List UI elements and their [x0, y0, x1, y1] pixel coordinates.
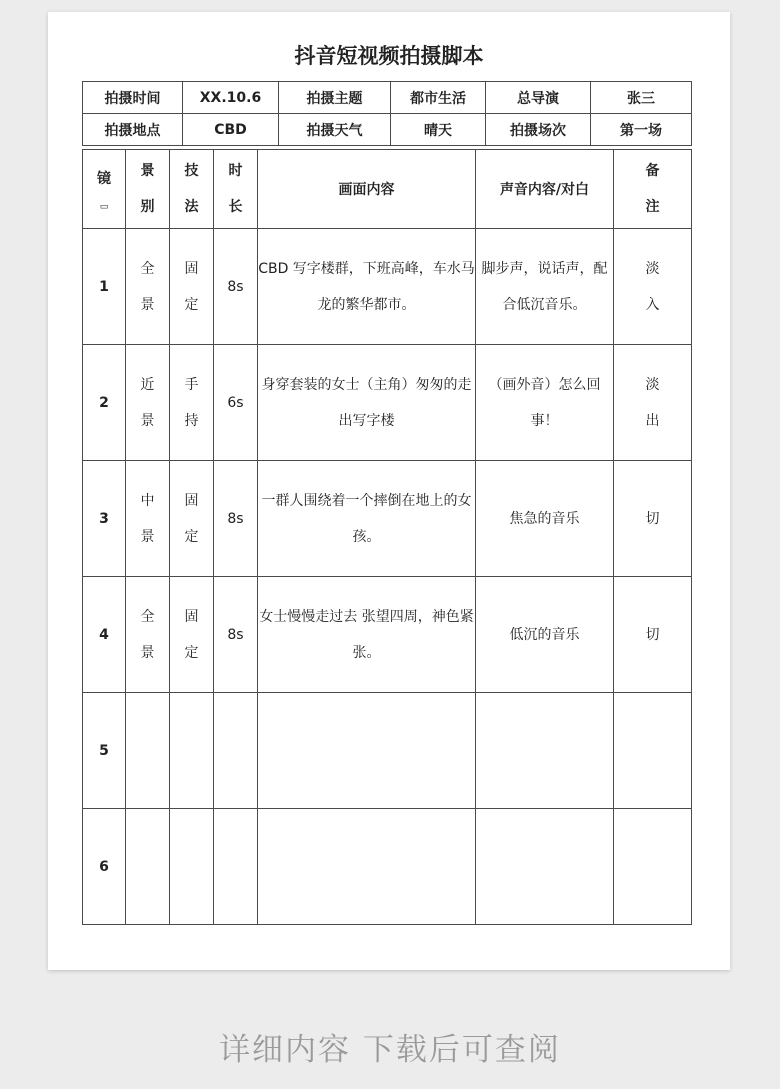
table-row	[83, 693, 692, 809]
shot-list-header	[83, 150, 692, 229]
shooting-scene-label: 拍摄场次	[486, 114, 591, 146]
document-title: 抖音短视频拍摄脚本	[294, 44, 484, 68]
audio-content: （画外音）怎么回事！	[476, 345, 614, 461]
shooting-location-value: CBD	[183, 114, 279, 146]
scene-content: CBD 写字楼群，下班高峰，车水马龙的繁华都市。	[258, 229, 476, 345]
table-row	[83, 229, 692, 345]
scene-content	[258, 693, 476, 809]
shot-type: 近 景	[126, 345, 170, 461]
shot-list-table	[82, 149, 692, 925]
header-duration: 时 长	[214, 150, 258, 229]
header-note: 备 注	[614, 150, 692, 229]
shot-type	[126, 693, 170, 809]
shot-duration: 8s	[214, 577, 258, 693]
director-label: 总导演	[486, 82, 591, 114]
info-row	[83, 82, 692, 114]
table-row	[83, 577, 692, 693]
header-audio-content: 声音内容/对白	[476, 150, 614, 229]
director-value: 张三	[591, 82, 692, 114]
shot-technique: 固 定	[170, 461, 214, 577]
shot-note: 淡 出	[614, 345, 692, 461]
shooting-weather-label: 拍摄天气	[279, 114, 391, 146]
shooting-time-value: XX.10.6	[183, 82, 279, 114]
shooting-info-table	[82, 81, 692, 146]
shot-technique: 固 定	[170, 229, 214, 345]
shot-type: 全 景	[126, 229, 170, 345]
shot-duration	[214, 809, 258, 925]
shot-technique: 手 持	[170, 345, 214, 461]
shot-note	[614, 693, 692, 809]
shot-technique	[170, 809, 214, 925]
shot-technique: 固 定	[170, 577, 214, 693]
shot-number: 5	[83, 693, 126, 809]
shot-note: 淡 入	[614, 229, 692, 345]
shooting-theme-label: 拍摄主题	[279, 82, 391, 114]
shot-number: 3	[83, 461, 126, 577]
shooting-weather-value: 晴天	[391, 114, 486, 146]
scene-content: 身穿套装的女士（主角）匆匆的走出写字楼	[258, 345, 476, 461]
table-row	[83, 809, 692, 925]
info-row	[83, 114, 692, 146]
shot-duration	[214, 693, 258, 809]
audio-content	[476, 693, 614, 809]
shot-note: 切	[614, 577, 692, 693]
audio-content: 低沉的音乐	[476, 577, 614, 693]
scene-content: 一群人围绕着一个摔倒在地上的女孩。	[258, 461, 476, 577]
shot-type: 全 景	[126, 577, 170, 693]
shot-note	[614, 809, 692, 925]
shot-number: 6	[83, 809, 126, 925]
table-row	[83, 345, 692, 461]
audio-content: 脚步声，说话声，配合低沉音乐。	[476, 229, 614, 345]
scene-content: 女士慢慢走过去 张望四周，神色紧张。	[258, 577, 476, 693]
shot-duration: 8s	[214, 461, 258, 577]
shot-number: 1	[83, 229, 126, 345]
shot-duration: 8s	[214, 229, 258, 345]
shot-duration: 6s	[214, 345, 258, 461]
shot-note: 切	[614, 461, 692, 577]
shot-number: 2	[83, 345, 126, 461]
shot-technique	[170, 693, 214, 809]
document-page	[48, 12, 730, 970]
table-row	[83, 461, 692, 577]
shot-type: 中 景	[126, 461, 170, 577]
download-notice: 详细内容 下载后可查阅	[219, 1032, 561, 1068]
scene-content	[258, 809, 476, 925]
header-scene-content: 画面内容	[258, 150, 476, 229]
header-shot-type: 景 别	[126, 150, 170, 229]
audio-content	[476, 809, 614, 925]
audio-content: 焦急的音乐	[476, 461, 614, 577]
shooting-theme-value: 都市生活	[391, 82, 486, 114]
shooting-time-label: 拍摄时间	[83, 82, 183, 114]
header-technique: 技 法	[170, 150, 214, 229]
shooting-location-label: 拍摄地点	[83, 114, 183, 146]
shot-number: 4	[83, 577, 126, 693]
header-shot-number: 镜 ▭	[83, 150, 126, 229]
shooting-scene-value: 第一场	[591, 114, 692, 146]
shot-type	[126, 809, 170, 925]
